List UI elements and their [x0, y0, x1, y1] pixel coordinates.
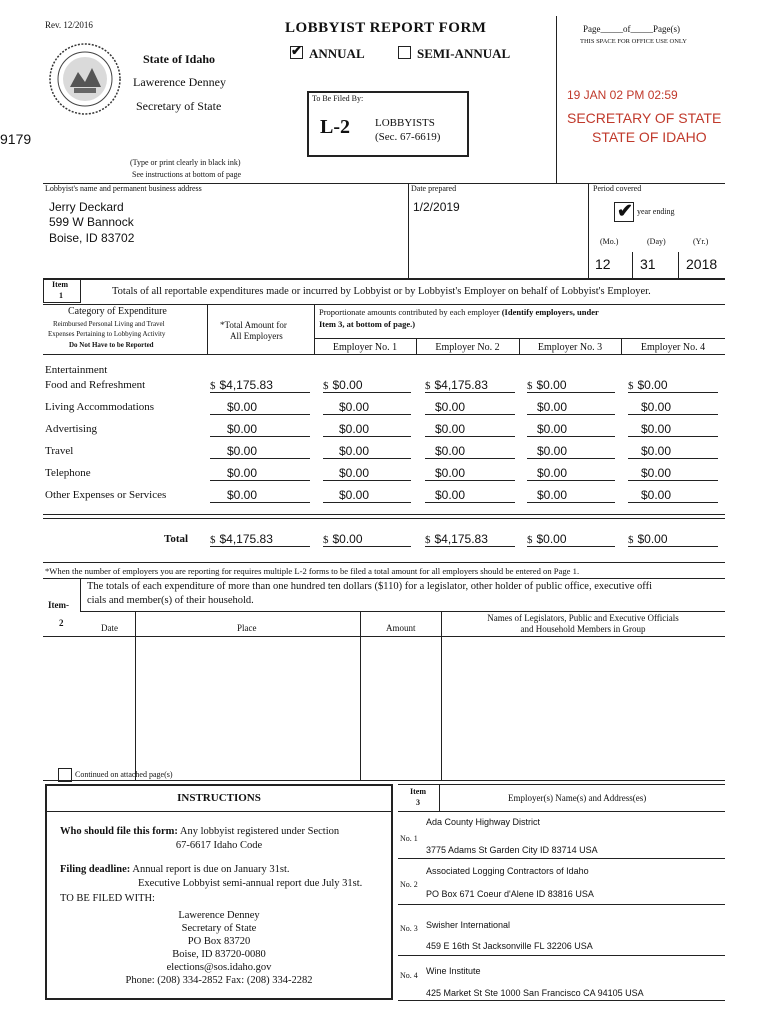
filing-deadline: Filing deadline: Annual report is due on January 31st. [60, 864, 290, 875]
telephone-employer-1[interactable]: $0.00 [323, 466, 411, 481]
month-label: (Mo.) [600, 237, 619, 246]
filing-deadline-executive: Executive Lobbyist semi-annual report due July 31st. [138, 878, 363, 889]
item-2-date-header: Date [101, 623, 118, 633]
employers-footnote: *When the number of employers you are reporting for requires multiple L-2 forms to be filed a total amount for all employers should be entered on Page 1. [45, 566, 580, 576]
telephone-employer-2[interactable]: $0.00 [425, 466, 515, 481]
employer-4-address[interactable]: 425 Market St Ste 1000 San Francisco CA 94105 USA [426, 988, 644, 998]
day-label: (Day) [647, 237, 666, 246]
travel-employer-3[interactable]: $0.00 [527, 444, 615, 459]
category-note-2: Expenses Pertaining to Lobbying Activity [48, 330, 166, 338]
item-3-number: 3 [416, 798, 420, 807]
item-2-names-header-2: and Household Members in Group [520, 624, 646, 634]
employer-1-address[interactable]: 3775 Adams St Garden City ID 83714 USA [426, 845, 598, 855]
lobbyists-label: LOBBYISTS [375, 117, 435, 129]
filing-email[interactable]: elections@sos.idaho.gov [166, 962, 272, 973]
period-day[interactable]: 31 [640, 256, 656, 272]
filing-address-title: Secretary of State [181, 923, 257, 934]
employer-2-header: Employer No. 2 [435, 342, 500, 353]
item-2-number: 2 [59, 618, 64, 628]
employer-3-address[interactable]: 459 E 16th St Jacksonville FL 32206 USA [426, 941, 593, 951]
lobbyist-name[interactable]: Jerry Deckard [49, 200, 124, 214]
year-ending-label: year ending [637, 207, 675, 216]
continued-label: Continued on attached page(s) [75, 770, 173, 779]
employer-3-name[interactable]: Swisher International [426, 920, 511, 930]
item-1-label: Item [52, 280, 68, 289]
year-label: (Yr.) [693, 237, 709, 246]
item-2-heading-1: The totals of each expenditure of more than one hundred ten dollars ($110) for a legislator, other holder of public office, executive offi [87, 581, 653, 592]
who-should-file-section: 67-6617 Idaho Code [175, 840, 263, 851]
employer-4-no: No. 4 [400, 971, 418, 980]
state-name: State of Idaho [143, 52, 216, 66]
other-employer-2[interactable]: $0.00 [425, 488, 515, 503]
other-employer-1[interactable]: $0.00 [323, 488, 411, 503]
employer-3-no: No. 3 [400, 924, 418, 933]
food-employer-4[interactable]: $ $0.00 [628, 378, 718, 393]
secretary-title: Secretary of State [136, 99, 222, 113]
row-label-food: Food and Refreshment [45, 379, 146, 391]
lobbyist-address-1[interactable]: 599 W Bannock [49, 215, 134, 229]
item-1-heading: Totals of all reportable expenditures made or incurred by Lobbyist or by Lobbyist's Employer on behalf of Lobbyist's Employer. [112, 286, 651, 297]
other-employer-4[interactable]: $0.00 [628, 488, 718, 503]
state-seal-icon [48, 42, 122, 116]
semi-annual-checkbox[interactable] [398, 46, 411, 59]
grand-total[interactable]: $ $4,175.83 [210, 532, 310, 547]
date-prepared[interactable]: 1/2/2019 [413, 200, 460, 214]
advertising-total[interactable]: $0.00 [210, 422, 310, 437]
filing-address-city: Boise, ID 83720-0080 [172, 949, 266, 960]
food-employer-2[interactable]: $ $4,175.83 [425, 378, 515, 393]
category-note-1: Reimbursed Personal Living and Travel [53, 320, 165, 328]
row-label-telephone: Telephone [45, 467, 91, 479]
to-be-filed-label: To Be Filed By: [312, 94, 364, 103]
all-employers-header: All Employers [230, 331, 283, 341]
filing-address [45, 909, 393, 987]
semi-annual-option[interactable] [398, 46, 510, 62]
form-code: L-2 [320, 116, 350, 138]
period-month[interactable]: 12 [595, 256, 611, 272]
living-employer-2[interactable]: $0.00 [425, 400, 515, 415]
total-employer-3[interactable]: $ $0.00 [527, 532, 615, 547]
advertising-employer-1[interactable]: $0.00 [323, 422, 411, 437]
row-label-living: Living Accommodations [45, 401, 155, 413]
telephone-employer-3[interactable]: $0.00 [527, 466, 615, 481]
item-1-number: 1 [59, 291, 63, 300]
item-2-place-header: Place [237, 623, 257, 633]
who-should-file: Who should file this form: Any lobbyist registered under Section [60, 826, 340, 837]
annual-label: ANNUAL [309, 46, 365, 61]
revision-label: Rev. 12/2016 [45, 20, 93, 30]
item-2-label: Item- [48, 600, 69, 610]
entertainment-label: Entertainment [45, 364, 108, 376]
date-prepared-label: Date prepared [411, 184, 457, 193]
period-covered-label: Period covered [593, 184, 642, 193]
total-amount-header: *Total Amount for [220, 320, 287, 330]
side-number: 9179 [0, 131, 32, 147]
row-label-travel: Travel [45, 445, 74, 457]
living-employer-4[interactable]: $0.00 [628, 400, 718, 415]
lobbyist-address-2[interactable]: Boise, ID 83702 [49, 231, 135, 245]
employer-2-name[interactable]: Associated Logging Contractors of Idaho [426, 866, 589, 876]
received-stamp-office: SECRETARY OF STATE [567, 110, 722, 126]
employer-1-name[interactable]: Ada County Highway District [426, 817, 541, 827]
total-employer-4[interactable]: $ $0.00 [628, 532, 718, 547]
employer-1-no: No. 1 [400, 834, 418, 843]
telephone-employer-4[interactable]: $0.00 [628, 466, 718, 481]
item-3-heading: Employer(s) Name(s) and Address(es) [508, 793, 647, 803]
living-employer-3[interactable]: $0.00 [527, 400, 615, 415]
living-total[interactable]: $0.00 [210, 400, 310, 415]
instructions-note: See instructions at bottom of page [132, 170, 242, 179]
office-use-label: THIS SPACE FOR OFFICE USE ONLY [580, 38, 687, 45]
travel-employer-1[interactable]: $0.00 [323, 444, 411, 459]
page-of-pages: Page_____of_____Page(s) [583, 24, 680, 34]
instructions-title: INSTRUCTIONS [177, 792, 261, 804]
total-employer-2[interactable]: $ $4,175.83 [425, 532, 515, 547]
category-header: Category of Expenditure [68, 306, 167, 317]
item-3-label: Item [410, 787, 426, 796]
employer-1-header: Employer No. 1 [332, 342, 398, 353]
section-label: (Sec. 67-6619) [375, 131, 441, 143]
annual-option[interactable] [290, 43, 365, 62]
living-employer-1[interactable]: $0.00 [323, 400, 411, 415]
travel-employer-2[interactable]: $0.00 [425, 444, 515, 459]
employer-4-name[interactable]: Wine Institute [426, 966, 481, 976]
row-label-other: Other Expenses or Services [45, 489, 167, 501]
total-label: Total [164, 533, 189, 545]
employer-2-address[interactable]: PO Box 671 Coeur d'Alene ID 83816 USA [426, 889, 594, 899]
total-employer-1[interactable]: $ $0.00 [323, 532, 411, 547]
other-employer-3[interactable]: $0.00 [527, 488, 615, 503]
row-label-advertising: Advertising [45, 423, 97, 435]
filing-address-name: Lawerence Denney [178, 910, 260, 921]
period-year[interactable]: 2018 [686, 256, 718, 272]
semi-annual-label: SEMI-ANNUAL [417, 46, 511, 61]
employer-4-header: Employer No. 4 [640, 342, 706, 353]
item-2-heading-2: cials and member(s) of their household. [87, 595, 254, 606]
employer-2-no: No. 2 [400, 880, 418, 889]
received-stamp-state: STATE OF IDAHO [592, 129, 707, 145]
category-note-3: Do Not Have to be Reported [69, 341, 154, 349]
form-title: LOBBYIST REPORT FORM [285, 20, 487, 36]
other-total[interactable]: $0.00 [210, 488, 310, 503]
filing-phone-fax: Phone: (208) 334-2852 Fax: (208) 334-2282 [125, 975, 313, 986]
item-2-amount-header: Amount [386, 623, 416, 633]
food-total[interactable]: $ $4,175.83 [210, 378, 310, 393]
filed-with-label: TO BE FILED WITH: [60, 893, 155, 904]
proportionate-header-2: Item 3, at bottom of page.) [319, 319, 416, 329]
item-2-names-header-1: Names of Legislators, Public and Executive Officials [487, 613, 679, 623]
annual-checkbox[interactable]: ✔ [291, 43, 302, 58]
print-note: (Type or print clearly in black ink) [130, 158, 241, 167]
advertising-employer-3[interactable]: $0.00 [527, 422, 615, 437]
check-icon: ✔ [617, 201, 633, 222]
filing-address-pobox: PO Box 83720 [187, 936, 251, 947]
employer-3-header: Employer No. 3 [537, 342, 603, 353]
received-stamp-date: 19 JAN 02 PM 02:59 [567, 88, 678, 102]
lobbyist-address-label: Lobbyist's name and permanent business address [45, 184, 202, 193]
proportionate-header: Proportionate amounts contributed by each employer (Identify employers, under [319, 307, 599, 317]
advertising-employer-2[interactable]: $0.00 [425, 422, 515, 437]
food-employer-1[interactable]: $ $0.00 [323, 378, 411, 393]
year-ending-checkbox[interactable] [614, 202, 634, 222]
travel-employer-4[interactable]: $0.00 [628, 444, 718, 459]
food-employer-3[interactable]: $ $0.00 [527, 378, 615, 393]
advertising-employer-4[interactable]: $0.00 [628, 422, 718, 437]
secretary-name: Lawerence Denney [133, 75, 226, 89]
telephone-total[interactable]: $0.00 [210, 466, 310, 481]
travel-total[interactable]: $0.00 [210, 444, 310, 459]
